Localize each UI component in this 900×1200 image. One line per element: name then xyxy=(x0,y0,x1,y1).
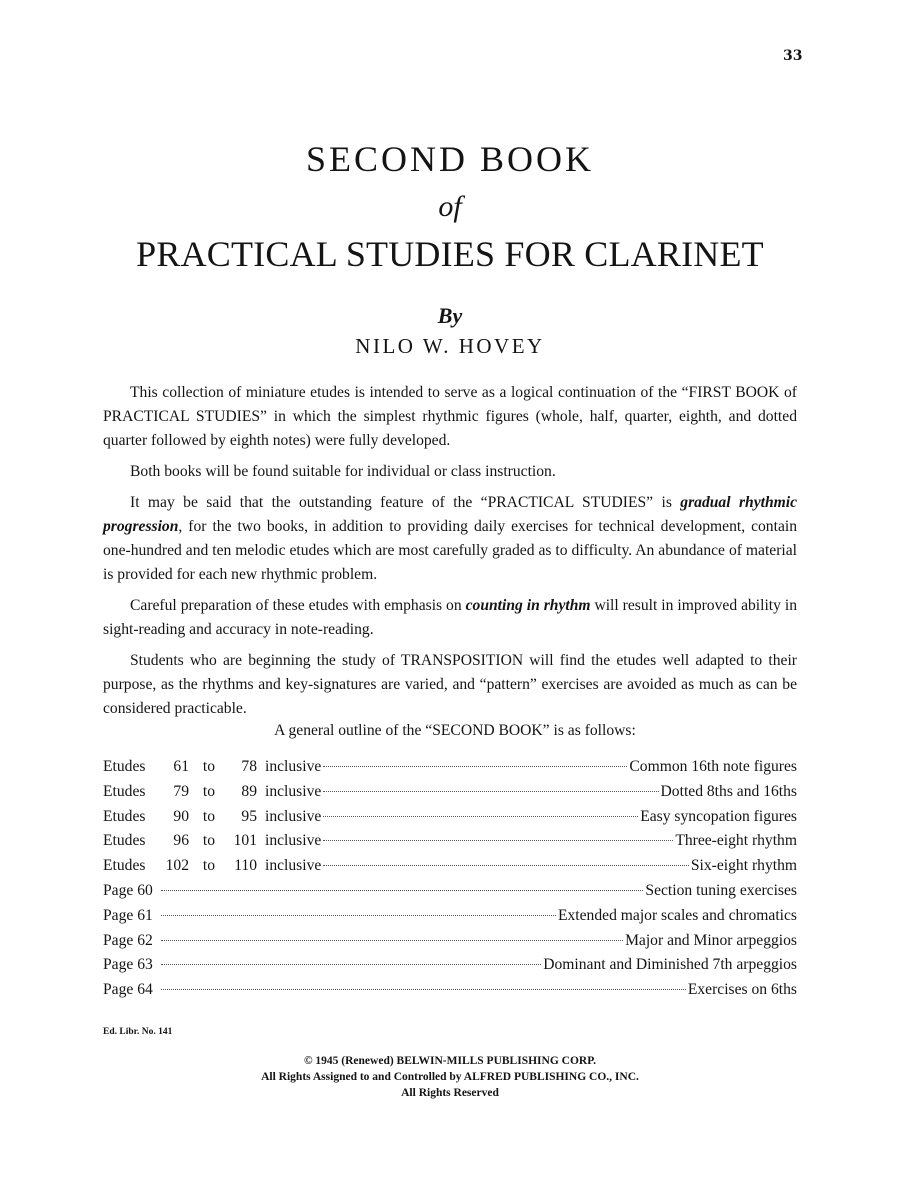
intro-paragraph-5: Students who are beginning the study of TRANSPOSITION will find the etudes well adapted to their purpose, as the rhythms and key-signatures are varied, and “pattern” exercises are avoided as much as can be considered practicable. xyxy=(103,652,797,717)
row-inclusive: inclusive xyxy=(265,857,322,875)
author-name: NILO W. HOVEY xyxy=(355,334,545,358)
row-label: Etudes xyxy=(103,857,146,875)
row-description: Section tuning exercises xyxy=(645,881,797,899)
row-inclusive: inclusive xyxy=(265,832,322,850)
intro-paragraph-3-start: It may be said that the outstanding feature of the “PRACTICAL STUDIES” is xyxy=(130,494,681,511)
copyright-notice xyxy=(0,1053,900,1101)
dot-leader xyxy=(161,940,623,941)
copyright-line-3: All Rights Reserved xyxy=(401,1087,499,1099)
intro-paragraph-4-emphasis: counting in rhythm xyxy=(465,597,591,614)
row-to: 110 xyxy=(234,857,257,875)
row-to-word: to xyxy=(202,782,216,800)
dot-leader xyxy=(323,791,658,792)
row-description: Extended major scales and chromatics xyxy=(557,906,797,924)
row-inclusive: inclusive xyxy=(265,782,322,800)
of-word: of xyxy=(438,190,462,223)
intro-text xyxy=(103,381,797,728)
row-inclusive: inclusive xyxy=(265,807,322,825)
row-to: 101 xyxy=(233,832,257,850)
intro-paragraph-3-emphasis: gradual rhythmic progression xyxy=(103,494,798,535)
row-to-word: to xyxy=(202,807,216,825)
dot-leader xyxy=(323,840,673,841)
outline-heading: A general outline of the “SECOND BOOK” is as follows: xyxy=(274,722,636,739)
row-from: 96 xyxy=(173,832,189,850)
row-label: Page 62 xyxy=(103,931,153,949)
row-to-word: to xyxy=(202,758,216,775)
row-from: 102 xyxy=(165,857,189,875)
row-description: Common 16th note figures xyxy=(629,758,797,775)
outline-row xyxy=(103,783,797,808)
intro-paragraph-1: This collection of miniature etudes is intended to serve as a logical continuation of the “FIRST BOOK of PRACTICAL STUDIES” in which the simplest rhythmic figures (whole, half, quarter, eighth, and dotted quarter followed by eighth notes) were fully developed. xyxy=(103,384,797,449)
intro-paragraph-4 xyxy=(103,594,797,642)
outline-row xyxy=(103,932,797,957)
dot-leader xyxy=(161,989,686,990)
row-label: Page 60 xyxy=(103,881,153,899)
dot-leader xyxy=(323,816,638,817)
row-label: Page 63 xyxy=(103,956,153,974)
page-number: 33 xyxy=(783,48,803,64)
row-label: Page 64 xyxy=(103,981,153,999)
dot-leader xyxy=(161,890,644,891)
outline-row xyxy=(103,857,797,882)
row-from: 90 xyxy=(173,807,189,825)
outline-row xyxy=(103,758,797,783)
dot-leader xyxy=(323,865,689,866)
row-label: Etudes xyxy=(103,832,146,850)
outline-row xyxy=(103,832,797,857)
dot-leader xyxy=(161,964,541,965)
intro-paragraph-3 xyxy=(103,491,797,587)
outline-row xyxy=(103,808,797,833)
row-description: Three-eight rhythm xyxy=(675,832,797,850)
row-description: Six-eight rhythm xyxy=(690,857,797,875)
row-to: 95 xyxy=(241,807,257,825)
row-to: 78 xyxy=(241,758,257,775)
row-label: Page 61 xyxy=(103,906,153,924)
outline-row xyxy=(103,882,797,907)
dot-leader xyxy=(323,766,627,767)
row-description: Exercises on 6ths xyxy=(687,981,797,999)
by-word: By xyxy=(437,303,463,328)
edition-number: Ed. Libr. No. 141 xyxy=(103,1027,173,1037)
row-description: Dominant and Diminished 7th arpeggios xyxy=(543,956,797,974)
outline-row xyxy=(103,981,797,1006)
outline-row xyxy=(103,956,797,981)
row-to: 89 xyxy=(241,782,257,800)
row-description: Easy syncopation figures xyxy=(640,807,797,825)
copyright-line-1: © 1945 (Renewed) BELWIN-MILLS PUBLISHING CORP. xyxy=(303,1055,597,1067)
intro-paragraph-2: Both books will be found suitable for individual or class instruction. xyxy=(130,463,556,480)
intro-paragraph-4-start: Careful preparation of these etudes with emphasis on xyxy=(130,597,466,614)
row-label: Etudes xyxy=(103,807,146,825)
row-description: Major and Minor arpeggios xyxy=(625,931,797,949)
row-to-word: to xyxy=(202,857,216,875)
outline-row xyxy=(103,907,797,932)
row-description: Dotted 8ths and 16ths xyxy=(660,782,797,800)
book-title: SECOND BOOK xyxy=(305,139,595,179)
intro-paragraph-3-end: , for the two books, in addition to providing daily exercises for technical development, contain one-hundred and ten melodic etudes which are most carefully graded as to difficulty. An abundance of material is provided for each new rhythmic problem. xyxy=(103,518,797,583)
row-label: Etudes xyxy=(103,782,146,800)
dot-leader xyxy=(161,915,556,916)
row-to-word: to xyxy=(202,832,216,850)
row-from: 61 xyxy=(173,758,189,775)
row-from: 79 xyxy=(173,782,189,800)
intro-paragraph-4-end: will result in improved ability in sight-reading and accuracy in note-reading. xyxy=(103,597,797,638)
copyright-line-2: All Rights Assigned to and Controlled by ALFRED PUBLISHING CO., INC. xyxy=(261,1071,639,1083)
outline-list xyxy=(103,758,797,1006)
book-subtitle: PRACTICAL STUDIES FOR CLARINET xyxy=(136,234,764,274)
row-label: Etudes xyxy=(103,758,146,775)
row-inclusive: inclusive xyxy=(265,758,322,775)
